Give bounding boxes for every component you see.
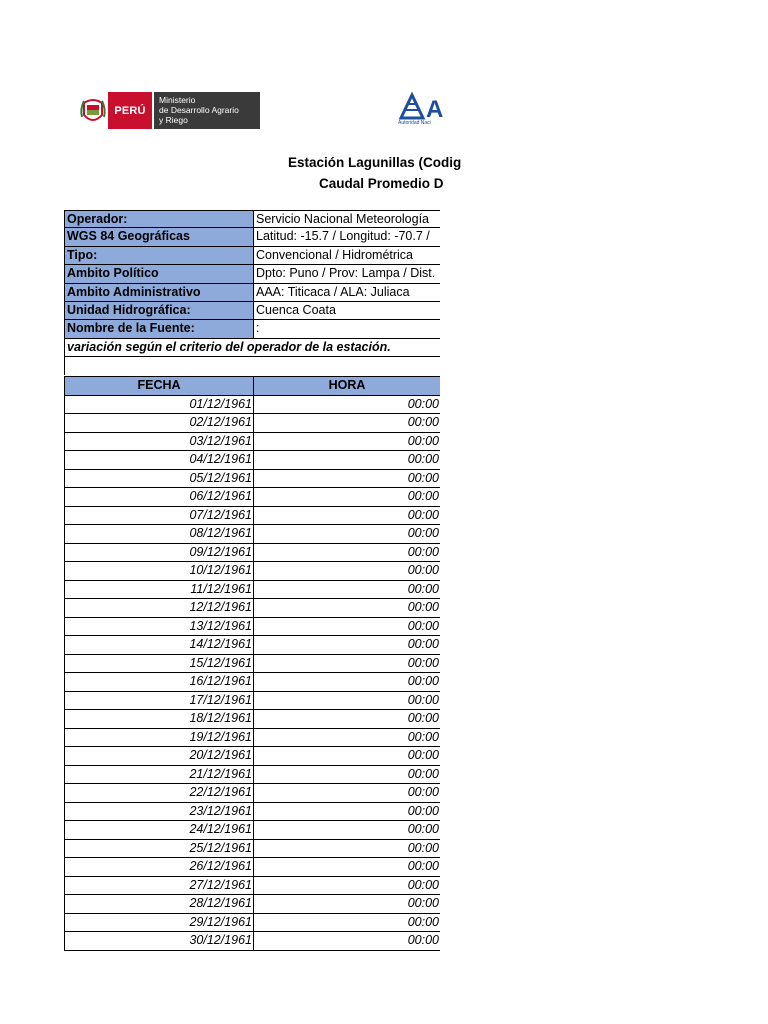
cell-fecha: 09/12/1961 <box>65 543 254 562</box>
table-row <box>65 672 440 691</box>
info-value: AAA: Titicaca / ALA: Juliaca <box>253 284 440 302</box>
report-title: Caudal Promedio D <box>319 176 444 191</box>
table-row <box>65 487 440 506</box>
table-row <box>65 876 440 895</box>
info-label: Ambito Político <box>64 265 253 283</box>
cell-hora: 00:00 <box>254 913 440 932</box>
spacer-row <box>64 357 440 375</box>
info-value: Dpto: Puno / Prov: Lampa / Dist. <box>253 265 440 283</box>
cell-fecha: 04/12/1961 <box>65 450 254 469</box>
info-label: Unidad Hidrográfica: <box>64 302 253 320</box>
table-row <box>65 635 440 654</box>
table-row <box>65 691 440 710</box>
table-row <box>65 506 440 525</box>
cell-hora: 00:00 <box>254 931 440 950</box>
cell-hora: 00:00 <box>254 469 440 488</box>
info-row-tipo <box>64 247 440 265</box>
cell-hora: 00:00 <box>254 746 440 765</box>
cell-fecha: 25/12/1961 <box>65 839 254 858</box>
cell-hora: 00:00 <box>254 820 440 839</box>
table-row <box>65 746 440 765</box>
cell-hora: 00:00 <box>254 894 440 913</box>
cell-hora: 00:00 <box>254 802 440 821</box>
info-label: WGS 84 Geográficas <box>64 228 253 246</box>
cell-fecha: 19/12/1961 <box>65 728 254 747</box>
cell-hora: 00:00 <box>254 765 440 784</box>
cell-fecha: 24/12/1961 <box>65 820 254 839</box>
discharge-data-table <box>64 376 440 951</box>
table-row <box>65 857 440 876</box>
cell-fecha: 18/12/1961 <box>65 709 254 728</box>
table-row <box>65 561 440 580</box>
cell-fecha: 17/12/1961 <box>65 691 254 710</box>
cell-hora: 00:00 <box>254 413 440 432</box>
cell-fecha: 22/12/1961 <box>65 783 254 802</box>
cell-fecha: 13/12/1961 <box>65 617 254 636</box>
cell-hora: 00:00 <box>254 561 440 580</box>
table-body <box>65 395 440 950</box>
cell-fecha: 03/12/1961 <box>65 432 254 451</box>
info-label: Tipo: <box>64 247 253 265</box>
info-value: Convencional / Hidrométrica <box>253 247 440 265</box>
table-row <box>65 913 440 932</box>
ministry-line-2: de Desarrollo Agrario <box>159 105 239 115</box>
ana-logo <box>398 92 442 130</box>
table-row <box>65 802 440 821</box>
cell-hora: 00:00 <box>254 524 440 543</box>
table-row <box>65 654 440 673</box>
info-row-coordenadas <box>64 228 440 246</box>
peru-coat-of-arms-icon <box>78 92 108 129</box>
cell-fecha: 21/12/1961 <box>65 765 254 784</box>
table-row <box>65 931 440 950</box>
minagri-logo <box>78 92 260 129</box>
cell-fecha: 11/12/1961 <box>65 580 254 599</box>
info-label: Operador: <box>64 210 253 228</box>
cell-hora: 00:00 <box>254 506 440 525</box>
cell-hora: 00:00 <box>254 635 440 654</box>
cell-hora: 00:00 <box>254 598 440 617</box>
cell-fecha: 28/12/1961 <box>65 894 254 913</box>
table-row <box>65 820 440 839</box>
peru-label: PERÚ <box>108 92 152 129</box>
table-row <box>65 469 440 488</box>
cell-fecha: 12/12/1961 <box>65 598 254 617</box>
ministry-label <box>152 92 260 129</box>
table-row <box>65 450 440 469</box>
station-info-table <box>64 210 440 375</box>
table-row <box>65 580 440 599</box>
info-row-ambito-politico <box>64 265 440 283</box>
cell-fecha: 16/12/1961 <box>65 672 254 691</box>
table-row <box>65 894 440 913</box>
cell-hora: 00:00 <box>254 728 440 747</box>
ministry-line-1: Ministerio <box>159 95 196 105</box>
cell-fecha: 29/12/1961 <box>65 913 254 932</box>
info-value: Cuenca Coata <box>253 302 440 320</box>
table-row <box>65 524 440 543</box>
header-fecha: FECHA <box>65 376 254 395</box>
cell-hora: 00:00 <box>254 857 440 876</box>
cell-hora: 00:00 <box>254 654 440 673</box>
cell-fecha: 06/12/1961 <box>65 487 254 506</box>
info-label: Ambito Administrativo <box>64 284 253 302</box>
cell-hora: 00:00 <box>254 783 440 802</box>
info-row-operador <box>64 210 440 228</box>
table-row <box>65 709 440 728</box>
cell-fecha: 05/12/1961 <box>65 469 254 488</box>
table-row <box>65 432 440 451</box>
table-row <box>65 617 440 636</box>
table-header-row <box>65 376 440 395</box>
info-value: : <box>253 320 440 338</box>
table-row <box>65 728 440 747</box>
cell-fecha: 30/12/1961 <box>65 931 254 950</box>
info-row-ambito-administrativo <box>64 284 440 302</box>
cell-hora: 00:00 <box>254 876 440 895</box>
table-row <box>65 598 440 617</box>
cell-fecha: 26/12/1961 <box>65 857 254 876</box>
cell-hora: 00:00 <box>254 395 440 414</box>
cell-fecha: 08/12/1961 <box>65 524 254 543</box>
ana-mark-icon <box>398 92 442 122</box>
cell-hora: 00:00 <box>254 450 440 469</box>
info-label: Nombre de la Fuente: <box>64 320 253 338</box>
cell-fecha: 14/12/1961 <box>65 635 254 654</box>
table-row <box>65 839 440 858</box>
table-row <box>65 543 440 562</box>
cell-fecha: 27/12/1961 <box>65 876 254 895</box>
cell-hora: 00:00 <box>254 839 440 858</box>
cell-fecha: 02/12/1961 <box>65 413 254 432</box>
cell-fecha: 15/12/1961 <box>65 654 254 673</box>
cell-fecha: 20/12/1961 <box>65 746 254 765</box>
table-row <box>65 765 440 784</box>
info-row-nombre-fuente <box>64 320 440 338</box>
cell-hora: 00:00 <box>254 691 440 710</box>
table-row <box>65 395 440 414</box>
info-value: Latitud: -15.7 / Longitud: -70.7 / <box>253 228 440 246</box>
ana-letter: A <box>426 96 444 123</box>
cell-fecha: 23/12/1961 <box>65 802 254 821</box>
ana-subtitle: Autoridad Naci <box>398 120 431 126</box>
cell-fecha: 10/12/1961 <box>65 561 254 580</box>
info-row-unidad-hidrografica <box>64 302 440 320</box>
station-title: Estación Lagunillas (Codig <box>288 155 462 170</box>
operator-note: variación según el criterio del operador de la estación. <box>64 339 440 357</box>
cell-hora: 00:00 <box>254 672 440 691</box>
info-value: Servicio Nacional Meteorología <box>253 210 440 228</box>
cell-fecha: 01/12/1961 <box>65 395 254 414</box>
header-hora: HORA <box>254 376 440 395</box>
ministry-line-3: y Riego <box>159 115 188 125</box>
cell-hora: 00:00 <box>254 543 440 562</box>
cell-hora: 00:00 <box>254 432 440 451</box>
table-row <box>65 783 440 802</box>
cell-hora: 00:00 <box>254 487 440 506</box>
cell-fecha: 07/12/1961 <box>65 506 254 525</box>
table-row <box>65 413 440 432</box>
cell-hora: 00:00 <box>254 580 440 599</box>
cell-hora: 00:00 <box>254 617 440 636</box>
cell-hora: 00:00 <box>254 709 440 728</box>
